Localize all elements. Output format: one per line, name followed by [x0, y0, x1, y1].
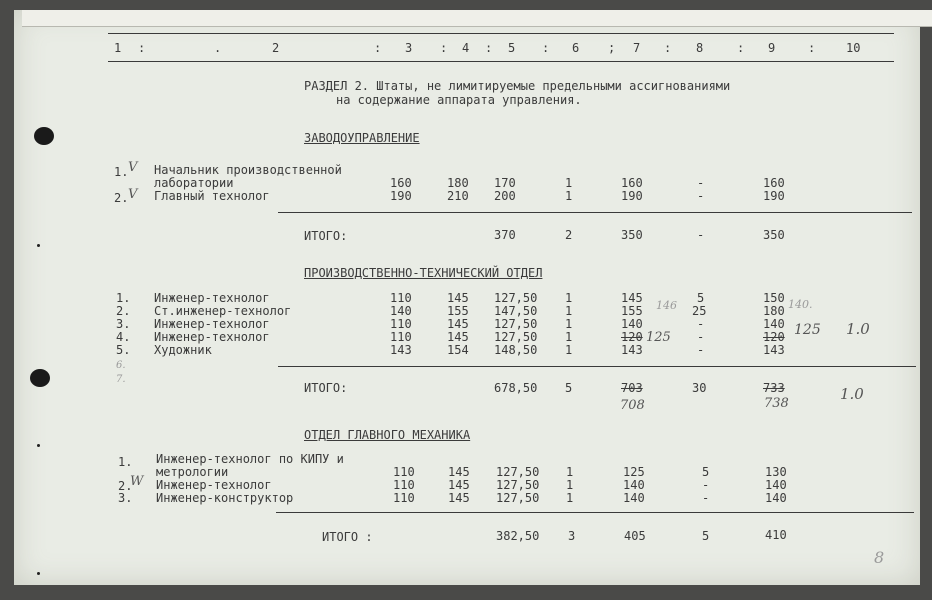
page-number: 8 — [874, 548, 885, 567]
ink-dot — [37, 572, 40, 575]
handwritten-note: 738 — [764, 396, 789, 411]
col-header-4: 4 — [462, 41, 470, 55]
col-header-3: 3 — [405, 41, 413, 55]
header-top-rule — [108, 33, 894, 34]
handwritten-signature: 1.0 — [846, 320, 870, 338]
total-rule — [278, 212, 912, 213]
punch-hole — [34, 127, 54, 145]
check-mark: W — [130, 474, 144, 489]
handwritten-note: 146 — [656, 299, 677, 312]
col-header-6: 6 — [572, 41, 580, 55]
col-header-2: 2 — [272, 41, 280, 55]
col-header-1: 1 — [114, 41, 122, 55]
handwritten-signature: 1.0 — [840, 385, 864, 403]
col-header-8: 8 — [696, 41, 704, 55]
total-rule — [276, 512, 914, 513]
handwritten-note: 708 — [620, 398, 645, 413]
col-header-9: 9 — [768, 41, 776, 55]
col-header-10: 10 — [846, 41, 861, 55]
section-title-line2: на содержание аппарата управления. — [336, 93, 582, 107]
section-title-line1: РАЗДЕЛ 2. Штаты, не лимитируемые предельными ассигнованиями — [304, 79, 731, 93]
header-bottom-rule — [108, 61, 894, 62]
ink-dot — [37, 444, 40, 447]
handwritten-note: 125 — [646, 330, 671, 345]
handwritten-note: 140. — [788, 298, 813, 311]
department-heading: ПРОИЗВОДСТВЕННО-ТЕХНИЧЕСКИЙ ОТДЕЛ — [304, 266, 543, 280]
check-mark: V — [128, 160, 138, 175]
top-page-edge — [22, 10, 932, 27]
col-header-7: 7 — [633, 41, 641, 55]
handwritten-note: 125 — [794, 322, 821, 338]
total-rule — [278, 366, 916, 367]
punch-hole — [30, 369, 50, 387]
ink-dot — [37, 244, 40, 247]
handwritten-note: 7. — [116, 374, 126, 385]
department-heading: ЗАВОДОУПРАВЛЕНИЕ — [304, 131, 420, 145]
department-heading: ОТДЕЛ ГЛАВНОГО МЕХАНИКА — [304, 428, 471, 442]
check-mark: V — [128, 187, 138, 202]
handwritten-note: 6. — [116, 360, 126, 371]
col-header-5: 5 — [508, 41, 516, 55]
